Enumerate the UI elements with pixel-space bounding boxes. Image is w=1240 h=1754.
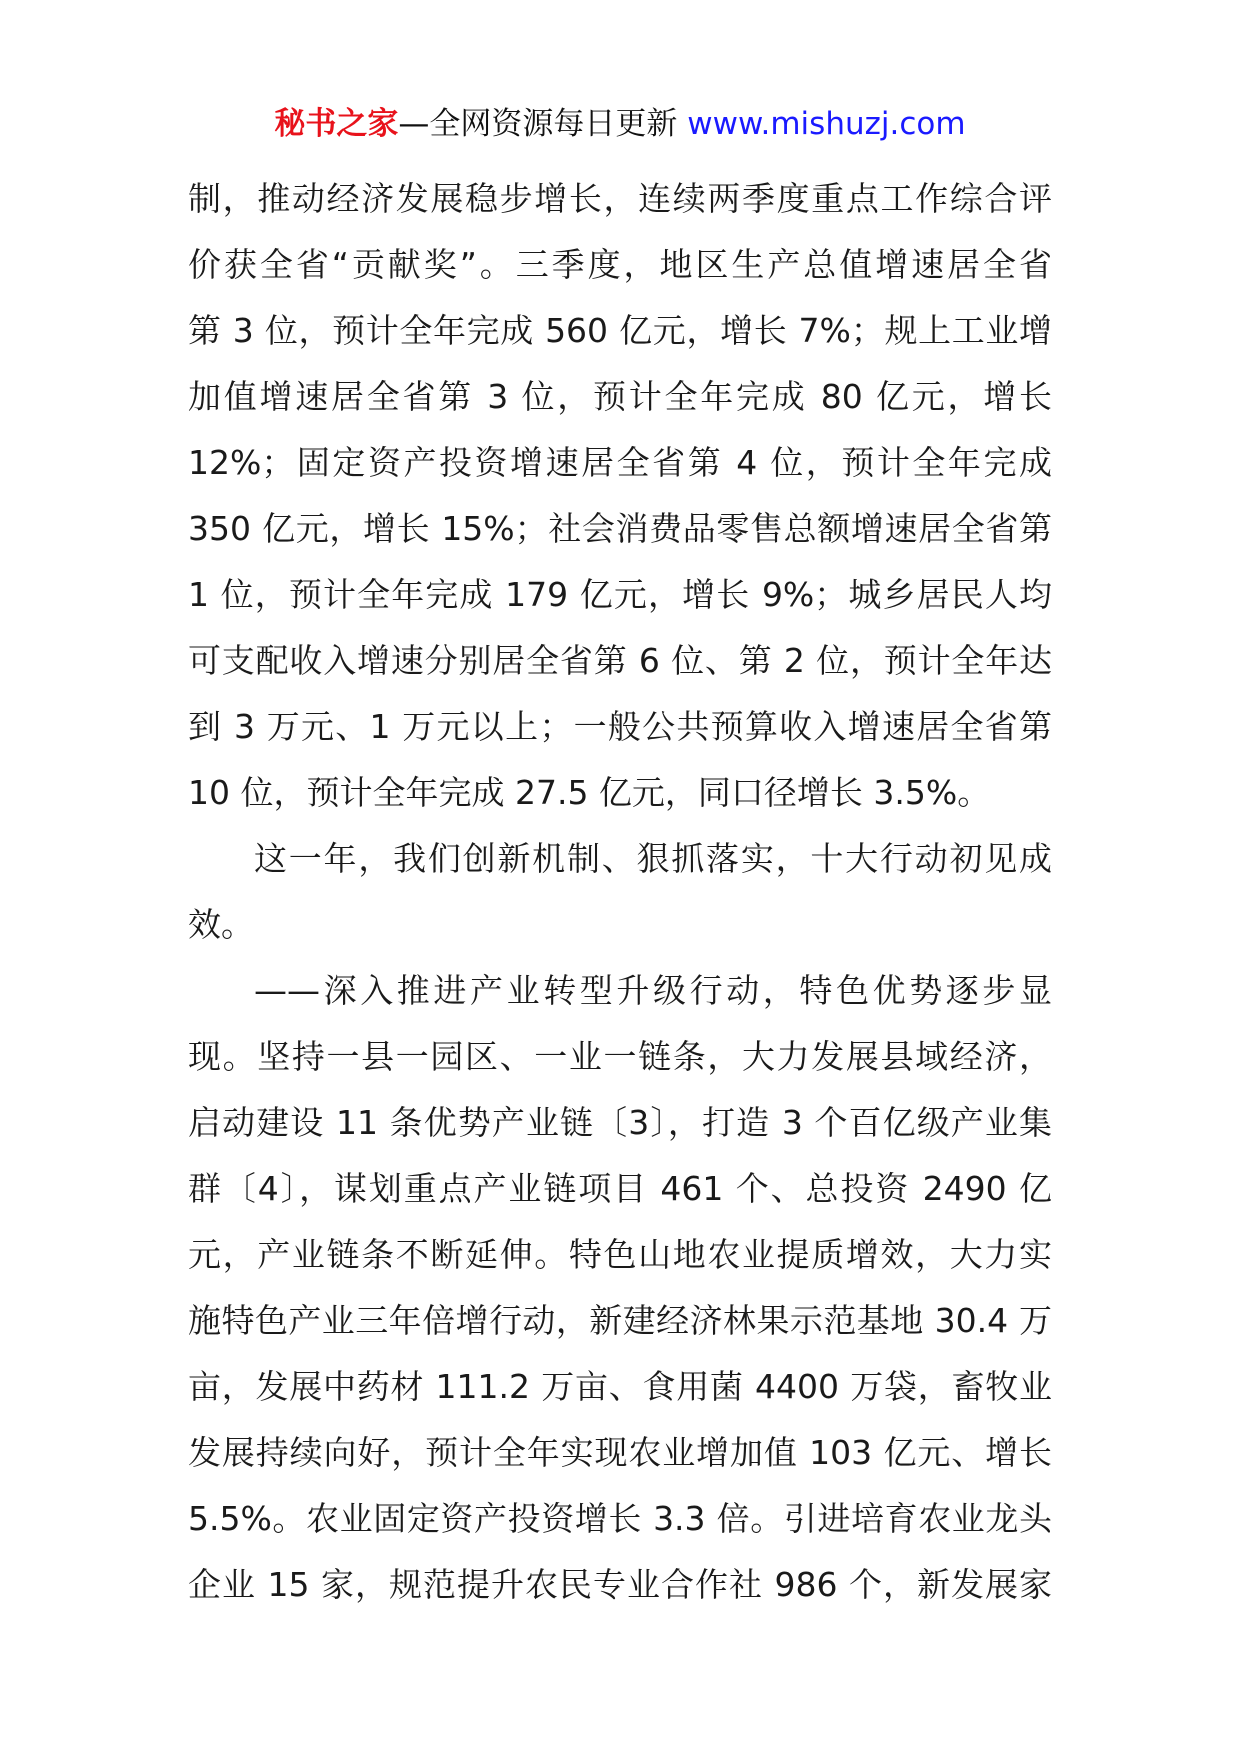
paragraph: [188, 166, 1052, 826]
text-line: 价获全省“贡献奖”。三季度，地区生产总值增速居全省: [188, 245, 1052, 284]
text-line: 这一年，我们创新机制、狠抓落实，十大行动初见成: [254, 839, 1052, 878]
text-line: 效。: [188, 905, 254, 944]
text-line: 350 亿元，增长 15%；社会消费品零售总额增速居全省第: [188, 509, 1052, 548]
text-line: 现。坚持一县一园区、一业一链条，大力发展县域经济，: [188, 1037, 1052, 1076]
text-line: ——深入推进产业转型升级行动，特色优势逐步显: [254, 971, 1052, 1010]
text-line: 施特色产业三年倍增行动，新建经济林果示范基地 30.4 万: [188, 1301, 1052, 1340]
text-line: 亩，发展中药材 111.2 万亩、食用菌 4400 万袋，畜牧业: [188, 1367, 1052, 1406]
text-line: 企业 15 家，规范提升农民专业合作社 986 个，新发展家: [188, 1565, 1052, 1604]
text-line: 10 位，预计全年完成 27.5 亿元，同口径增长 3.5%。: [188, 773, 991, 812]
text-line: 启动建设 11 条优势产业链〔3〕，打造 3 个百亿级产业集: [188, 1103, 1052, 1142]
text-line: 元，产业链条不断延伸。特色山地农业提质增效，大力实: [188, 1235, 1052, 1274]
site-tagline: —全网资源每日更新: [398, 106, 678, 142]
text-line: 制，推动经济发展稳步增长，连续两季度重点工作综合评: [188, 179, 1052, 218]
text-line: 12%；固定资产投资增速居全省第 4 位，预计全年完成: [188, 443, 1052, 482]
site-url-link[interactable]: www.mishuzj.com: [687, 106, 966, 142]
text-line: 第 3 位，预计全年完成 560 亿元，增长 7%；规上工业增: [188, 311, 1052, 350]
site-brand: 秘书之家: [274, 106, 399, 142]
text-line: 5.5%。农业固定资产投资增长 3.3 倍。引进培育农业龙头: [188, 1499, 1052, 1538]
paragraph: [188, 958, 1052, 1618]
text-line: 到 3 万元、1 万元以上；一般公共预算收入增速居全省第: [188, 707, 1052, 746]
text-line: 加值增速居全省第 3 位，预计全年完成 80 亿元，增长: [188, 377, 1052, 416]
text-line: 发展持续向好，预计全年实现农业增加值 103 亿元、增长: [188, 1433, 1052, 1472]
text-line: 可支配收入增速分别居全省第 6 位、第 2 位，预计全年达: [188, 641, 1052, 680]
text-line: 1 位，预计全年完成 179 亿元，增长 9%；城乡居民人均: [188, 575, 1052, 614]
site-header: [0, 104, 1240, 144]
document-body: [188, 166, 1052, 1618]
paragraph: [188, 826, 1052, 958]
text-line: 群〔4〕，谋划重点产业链项目 461 个、总投资 2490 亿: [188, 1169, 1052, 1208]
